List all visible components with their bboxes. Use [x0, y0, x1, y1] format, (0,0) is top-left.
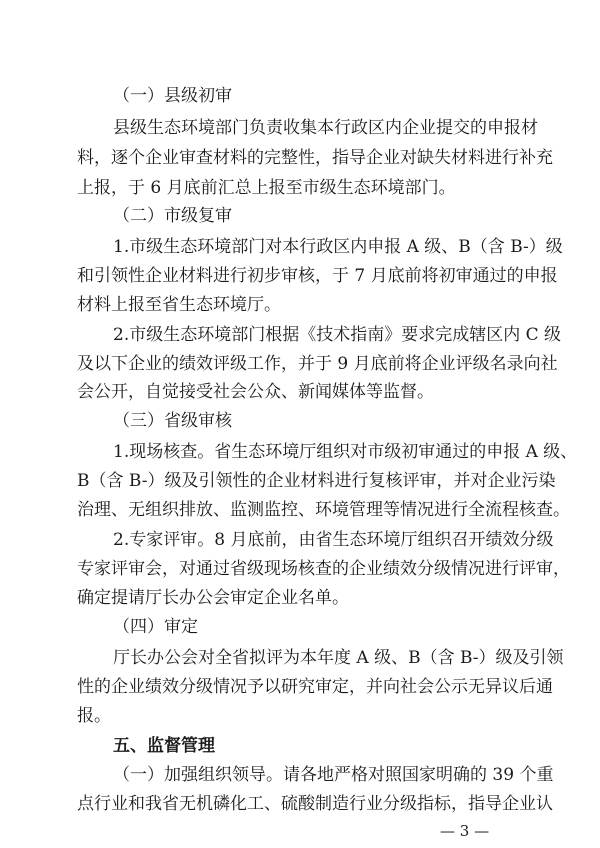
page-number: — 3 —: [440, 822, 490, 840]
section-heading-supervision: 五、监督管理: [113, 736, 215, 756]
body-line: 治理、无组织排放、监测监控、环境管理等情况进行全流程核查。: [77, 500, 570, 520]
body-line: 点行业和我省无机磷化工、硫酸制造行业分级指标，指导企业认: [77, 794, 553, 814]
body-line: 上报，于 6 月底前汇总上报至市级生态环境部门。: [77, 178, 456, 198]
section-heading-approval: （四）审定: [113, 617, 198, 637]
body-line: 1.市级生态环境部门对本行政区内申报 A 级、B（含 B-）级: [113, 237, 563, 257]
section-heading-city-review: （二）市级复审: [113, 206, 232, 226]
body-line: 厅长办公会对全省拟评为本年度 A 级、B（含 B-）级及引领: [113, 648, 564, 668]
body-line: 及以下企业的绩效评级工作，并于 9 月底前将企业评级名录向社: [77, 354, 558, 374]
body-line: 材料上报至省生态环境厅。: [77, 295, 281, 315]
body-line: 确定提请厅长办公会审定企业名单。: [77, 588, 349, 608]
body-line: 性的企业绩效分级情况予以研究审定，并向社会公示无异议后通: [77, 677, 553, 697]
body-line: 1.现场核查。省生态环境厅组织对市级初审通过的申报 A 级、: [113, 442, 578, 462]
section-heading-province-review: （三）省级审核: [113, 411, 232, 431]
body-line: 报。: [77, 706, 111, 726]
body-line: （一）加强组织领导。请各地严格对照国家明确的 39 个重: [113, 765, 554, 785]
section-heading-county-review: （一）县级初审: [113, 86, 232, 106]
body-line: 会公开，自觉接受社会公众、新闻媒体等监督。: [77, 382, 434, 402]
body-line: 和引领性企业材料进行初步审核，于 7 月底前将初审通过的申报: [77, 266, 558, 286]
body-line: 料，逐个企业审查材料的完整性，指导企业对缺失材料进行补充: [77, 148, 553, 168]
body-line: B（含 B-）级及引领性的企业材料进行复核评审，并对企业污染: [77, 471, 556, 491]
body-line: 县级生态环境部门负责收集本行政区内企业提交的申报材: [113, 118, 538, 138]
body-line: 2.市级生态环境部门根据《技术指南》要求完成辖区内 C 级: [113, 325, 562, 345]
body-line: 专家评审会，对通过省级现场核查的企业绩效分级情况进行评审，: [77, 559, 570, 579]
body-line: 2.专家评审。8 月底前，由省生态环境厅组织召开绩效分级: [113, 530, 554, 550]
